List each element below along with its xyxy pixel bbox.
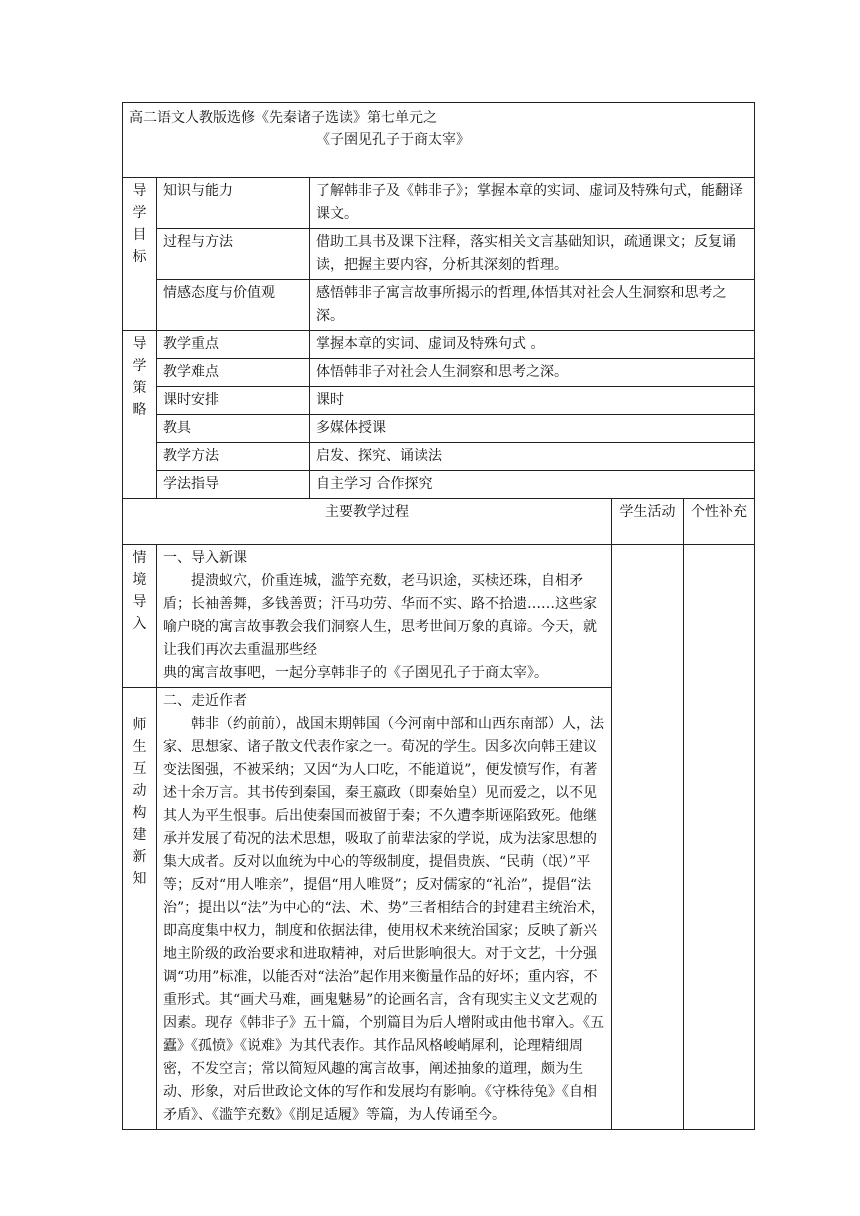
goal-name: 过程与方法 xyxy=(157,229,310,280)
intro-label: 情 境 导 入 xyxy=(123,545,157,688)
intro-content xyxy=(157,545,612,688)
goal-content: 感悟韩非子寓言故事所揭示的哲理,体悟其对社会人生洞察和思考之深。 xyxy=(310,280,755,331)
course-title: 高二语文人教版选修《先秦诸子选读》第七单元之 xyxy=(129,110,437,126)
author-content xyxy=(157,688,612,1130)
strategy-name: 课时安排 xyxy=(157,387,310,415)
author-paragraph: 韩非（约前前），战国末期韩国（今河南中部和山西东南部）人，法家、思想家、诸子散文代表作家之一。荀况的学生。因多次向韩王建议变法图强，不被采纳；又因“为人口吃，不能道说”，便发愤写作，有著述十余万言。其书传到秦国，秦王嬴政（即秦始皇）见而爱之，以不见其人为平生恨事。后出使秦国而被留于秦；不久遭李斯诬陷致死。他继承并发展了荀况的法术思想，吸取了前辈法家的学说，成为法家思想的集大成者。反对以血统为中心的等级制度，提倡贵族、“民萌（氓）”平等；反对“用人唯亲”，提倡“用人唯贤”；反对儒家的“礼治”，提倡“法治”；提出以“法”为中心的“法、术、势”三者相结合的封建君主统治术，即高度集中权力，制度和依据法律，使用权术来统治国家；反映了新兴地主阶级的政治要求和进取精神，对后世影响很大。对于文艺，十分强调“功用”标准，以能否对“法治”起作用来衡量作品的好坏；重内容，不重形式。其“画犬马难，画鬼魅易”的论画名言，含有现实主义文艺观的因素。现存《韩非子》五十篇，个别篇目为后人增附或由他书窜入。《五蠹》《孤愤》《说难》为其代表作。其作品风格峻峭犀利，论理精细周密，不发空言；常以简短风趣的寓言故事，阐述抽象的道理，颇为生动、形象，对后世政论文体的写作和发展均有影响。《守株待兔》《自相矛盾》、《滥竽充数》《削足适履》等篇，为人传诵至今。 xyxy=(163,716,605,1123)
intro-paragraph: 提溃蚁穴，价重连城，滥竽充数，老马识途，买椟还珠，自相矛盾；长袖善舞，多钱善贾；汗马功劳、华而不实、路不拾遗……这些家喻户晓的寓言故事教会我们洞察人生，思考世间万象的真谛。今天，就让我们再次去重温那些经 xyxy=(163,573,597,658)
title-cell xyxy=(123,103,755,178)
lesson-title: 《子圉见孔子于商太宰》 xyxy=(316,132,470,148)
student-activity-cell xyxy=(612,545,684,1130)
strategy-content: 自主学习 合作探究 xyxy=(310,471,755,499)
strategy-content: 体悟韩非子对社会人生洞察和思考之深。 xyxy=(310,359,755,387)
strategy-name: 教学重点 xyxy=(157,331,310,359)
strategy-content: 多媒体授课 xyxy=(310,415,755,443)
intro-tail: 典的寓言故事吧，一起分享韩非子的《子圉见孔子于商太宰》。 xyxy=(163,665,548,681)
personal-supplement-cell xyxy=(684,545,755,1130)
strategy-name: 教学难点 xyxy=(157,359,310,387)
goal-name: 知识与能力 xyxy=(157,178,310,229)
student-activity-header: 学生活动 xyxy=(612,499,684,545)
process-header: 主要教学过程 xyxy=(123,499,612,545)
strategy-label: 导 学 策 略 xyxy=(123,331,157,499)
personal-supplement-header: 个性补充 xyxy=(684,499,755,545)
goal-name: 情感态度与价值观 xyxy=(157,280,310,331)
strategy-name: 教学方法 xyxy=(157,443,310,471)
author-heading: 二、走近作者 xyxy=(163,693,247,709)
lesson-plan-page xyxy=(122,102,754,1130)
strategy-name: 教具 xyxy=(157,415,310,443)
goal-content: 借助工具书及课下注释，落实相关文言基础知识，疏通课文；反复诵读，把握主要内容，分析其深刻的哲理。 xyxy=(310,229,755,280)
strategy-content: 课时 xyxy=(310,387,755,415)
strategy-name: 学法指导 xyxy=(157,471,310,499)
goal-content: 了解韩非子及《韩非子》；掌握本章的实词、虚词及特殊句式，能翻译课文。 xyxy=(310,178,755,229)
interaction-label: 师 生 互 动 构 建 新 知 xyxy=(123,688,157,1130)
goals-label: 导 学 目 标 xyxy=(123,178,157,331)
lesson-plan-table xyxy=(122,102,755,1130)
intro-heading: 一、导入新课 xyxy=(163,550,247,566)
strategy-content: 启发、探究、诵读法 xyxy=(310,443,755,471)
strategy-content: 掌握本章的实词、虚词及特殊句式 。 xyxy=(310,331,755,359)
